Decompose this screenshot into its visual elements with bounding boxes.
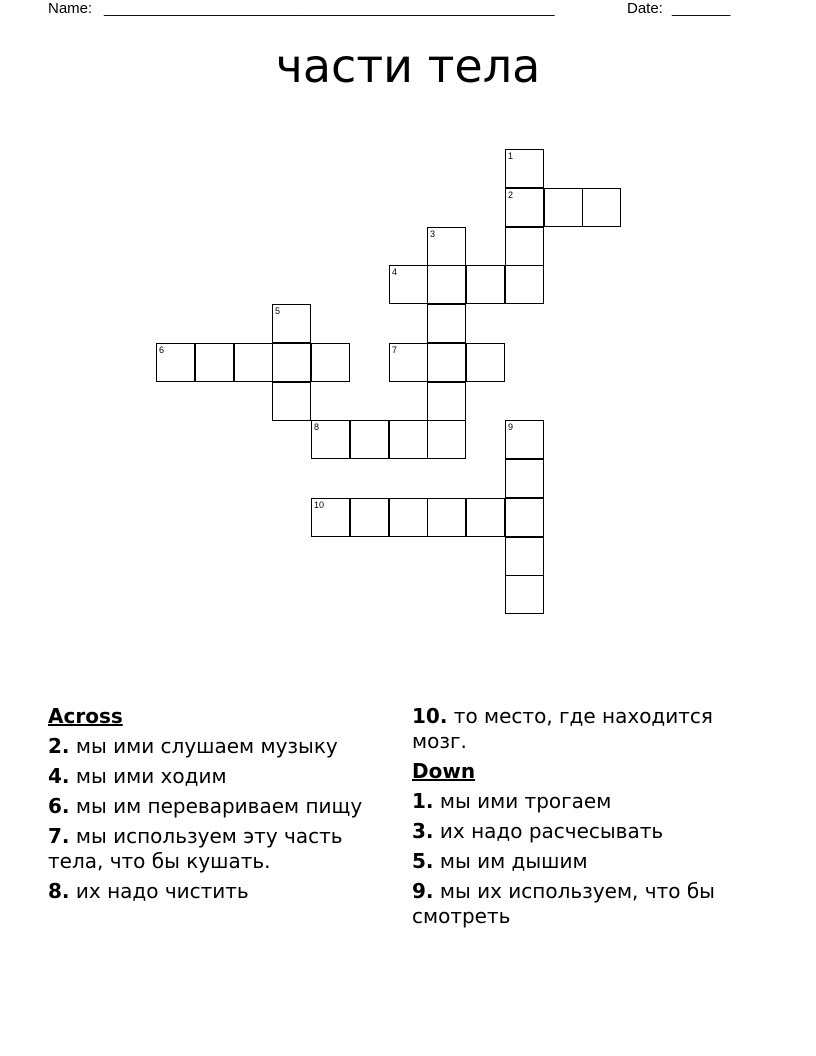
cell-number: 4 <box>392 267 398 277</box>
clue-across-7 <box>48 824 393 874</box>
crossword-cell[interactable] <box>156 343 195 382</box>
clues-column-left <box>48 704 393 909</box>
clue-text: мы их используем, что бы смотреть <box>412 879 715 928</box>
crossword-cell[interactable] <box>505 459 544 498</box>
clue-text: мы ими трогаем <box>439 789 612 813</box>
down-heading: Down <box>412 759 476 783</box>
clue-number: 3. <box>412 819 434 843</box>
clue-down-9 <box>412 879 772 929</box>
crossword-cell[interactable] <box>234 343 273 382</box>
clue-down-5 <box>412 849 772 874</box>
crossword-cell[interactable] <box>505 188 544 227</box>
crossword-cell[interactable] <box>427 420 466 459</box>
crossword-cell[interactable] <box>505 420 544 459</box>
crossword-cell[interactable] <box>427 498 466 537</box>
clue-text: то место, где находится мозг. <box>412 704 713 753</box>
clue-across-2 <box>48 734 393 759</box>
cell-number: 2 <box>508 190 514 200</box>
clue-across-6 <box>48 794 393 819</box>
crossword-cell[interactable] <box>195 343 234 382</box>
crossword-cell[interactable] <box>427 227 466 266</box>
crossword-cell[interactable] <box>466 343 505 382</box>
crossword-cell[interactable] <box>505 227 544 266</box>
cell-number: 9 <box>508 422 514 432</box>
cell-number: 5 <box>275 306 281 316</box>
clue-number: 6. <box>48 794 70 818</box>
clue-number: 2. <box>48 734 70 758</box>
crossword-cell[interactable] <box>466 265 505 304</box>
crossword-cell[interactable] <box>311 498 350 537</box>
cell-number: 7 <box>392 345 398 355</box>
cell-number: 10 <box>314 500 325 510</box>
cell-number: 3 <box>430 229 436 239</box>
crossword-cell[interactable] <box>427 304 466 343</box>
crossword-cell[interactable] <box>505 149 544 188</box>
clue-text: их надо чистить <box>75 879 249 903</box>
crossword-cell[interactable] <box>350 498 389 537</box>
clue-text: мы ими слушаем музыку <box>75 734 338 758</box>
crossword-cell[interactable] <box>389 265 428 304</box>
clue-number: 10. <box>412 704 448 728</box>
clue-down-1 <box>412 789 772 814</box>
crossword-cell[interactable] <box>582 188 621 227</box>
crossword-cell[interactable] <box>389 498 428 537</box>
clue-text: мы им дышим <box>439 849 588 873</box>
date-field-line[interactable]: _______ <box>672 0 731 17</box>
crossword-cell[interactable] <box>272 304 311 343</box>
clue-number: 4. <box>48 764 70 788</box>
clue-number: 9. <box>412 879 434 903</box>
clue-number: 7. <box>48 824 70 848</box>
crossword-cell[interactable] <box>466 498 505 537</box>
clue-text: мы используем эту часть тела, что бы кушать. <box>48 824 343 873</box>
crossword-cell[interactable] <box>350 420 389 459</box>
clue-text: их надо расчесывать <box>439 819 664 843</box>
clue-across-8 <box>48 879 393 904</box>
page-title: части тела <box>275 39 541 93</box>
crossword-cell[interactable] <box>505 498 544 537</box>
clue-text: мы им перевариваем пищу <box>75 794 363 818</box>
clue-number: 8. <box>48 879 70 903</box>
crossword-cell[interactable] <box>505 537 544 576</box>
crossword-cell[interactable] <box>311 420 350 459</box>
crossword-cell[interactable] <box>427 382 466 421</box>
clue-number: 1. <box>412 789 434 813</box>
crossword-cell[interactable] <box>505 575 544 614</box>
crossword-cell[interactable] <box>389 420 428 459</box>
clue-across-10 <box>412 704 772 754</box>
clue-text: мы ими ходим <box>75 764 227 788</box>
clues-column-right <box>412 704 772 934</box>
crossword-cell[interactable] <box>427 343 466 382</box>
cell-number: 8 <box>314 422 320 432</box>
clue-across-4 <box>48 764 393 789</box>
across-heading: Across <box>48 704 123 728</box>
name-field-line[interactable]: ______________________________________________________ <box>104 0 555 17</box>
crossword-cell[interactable] <box>272 382 311 421</box>
clue-number: 5. <box>412 849 434 873</box>
date-label: Date: <box>627 0 663 17</box>
name-label: Name: <box>48 0 93 17</box>
crossword-cell[interactable] <box>311 343 350 382</box>
cell-number: 6 <box>159 345 165 355</box>
clue-down-3 <box>412 819 772 844</box>
crossword-cell[interactable] <box>427 265 466 304</box>
crossword-cell[interactable] <box>544 188 583 227</box>
crossword-cell[interactable] <box>505 265 544 304</box>
cell-number: 1 <box>508 151 514 161</box>
crossword-cell[interactable] <box>389 343 428 382</box>
crossword-cell[interactable] <box>272 343 311 382</box>
